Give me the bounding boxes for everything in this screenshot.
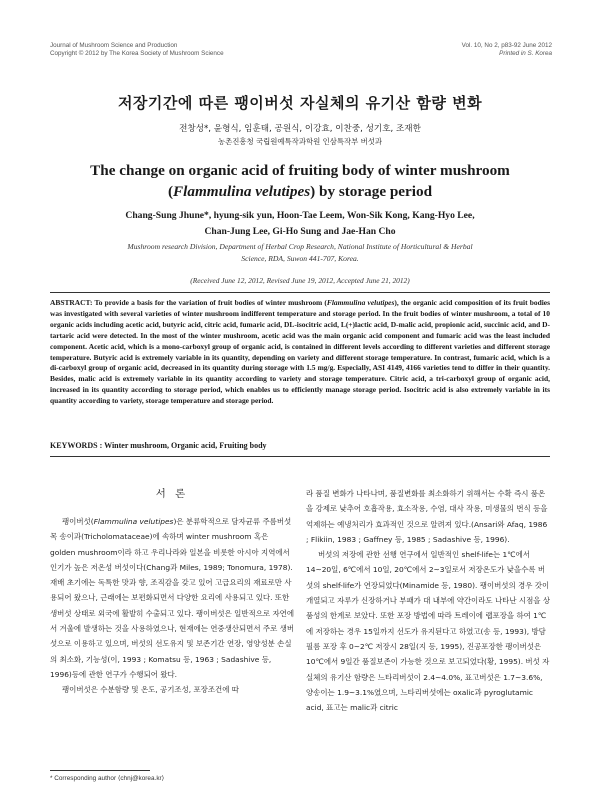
corresponding-author-footnote: * Corresponding author ⟨chnj@korea.kr⟩ — [50, 775, 165, 782]
printed-in: Printed in S. Korea — [499, 50, 552, 57]
korean-authors: 전창성*, 윤형식, 임훈태, 공원식, 이강효, 이찬중, 성기호, 조재한 — [179, 124, 421, 134]
section-heading: 서 론 — [155, 488, 189, 500]
species-name: Flammulina velutipes — [173, 183, 311, 200]
abstract-label: ABSTRACT: — [50, 298, 93, 307]
journal-header — [50, 42, 224, 58]
keywords: KEYWORDS : Winter mushroom, Organic acid, Fruiting body — [50, 441, 267, 450]
intro-species: Flammulina velutipes — [93, 517, 174, 526]
intro-paragraph-2: 팽이버섯은 수분함량 및 온도, 공기조성, 포장조건에 따 — [62, 685, 239, 695]
right-paragraph-1: 라 품질 변화가 나타나며, 품질변화를 최소화하기 위해서는 수확 즉시 품온을 강제로 낮추어 호흡작용, 효소작용, 수염, 대사 작용, 미생물의 번식 등을 억제하는 예냉처리가 효과적인 것으로 알려져 있다.(Ansari와 Afaq, 1986 ; Flikiin, 1983 ; Gaffney 등, 1985 ; Sadashive 등, 1996). — [306, 489, 548, 544]
right-column — [306, 486, 552, 715]
right-paragraph-2: 버섯의 저장에 관한 선행 연구에서 일반적인 shelf-life는 1℃에서 14~20일, 6℃에서 10일, 20℃에서 2~3일로서 저장온도가 낮을수록 버섯의 shelf-life가 연장되었다(Minamide 등, 1980). 팽이버섯의 경우 갓이 개열되고 자루가 신장하거나 부패가 대 내부에 약간이라도 나타난 시점을 상품성의 한계로 보았다. 또한 포장 방법에 따라 트레이에 랩포장을 하여 1℃에 저장하는 경우 15일까지 선도가 유지된다고 하였고(송 등, 1993), 방담필름 포장 후 0~2℃ 저장시 28일(지 등, 1995), 진공포장한 팽이버섯은 10℃에서 9일간 품질보존이 가능한 것으로 보고되었다(황, 1995). 버섯 자실체의 유기산 함량은 느타리버섯이 2.4~4.0%, 표고버섯은 1.7~3.6%, 양송이는 1.9~3.1%였으며, 느타리버섯에는 oxalic과 pyroglutamic acid, 표고는 malic과 citric — [306, 550, 551, 713]
copyright-line: Copyright © 2012 by The Korea Society of Mushroom Science — [50, 50, 224, 57]
intro-paragraph-1: 팽이버섯(Flammulina velutipes)은 분류학적으로 담자균류 주름버섯목 송이과(Tricholomataceae)에 속하며 winter mushroom 혹은 golden mushroom이라 하고 우리나라와 일본을 비롯한 아시아 지역에서 인기가 높은 저온성 버섯이다(Chang과 Miles, 1989; Tonomura, 1978). 재배 초기에는 독특한 맛과 향, 조직감을 갖고 있어 고급요리의 재료로만 사용되어 왔으나, 근래에는 보편화되면서 다양한 요리에 사용되고 있다. 또한 생버섯 상태로 외국에 활발히 수출되고 있다. 팽이버섯은 일반적으로 자연에서 겨울에 발생하는 것을 사용하였으나, 현재에는 연중생산되면서 주로 생버섯으로 이용하고 있으며, 버섯의 선도유지 및 보존기간 연장, 영양성분 손실의 최소화, 기능성(이, 1993 ; Komatsu 등, 1963 ; Sadashive 등, 1996)등에 관한 연구가 수행되어 왔다. — [50, 517, 295, 679]
abstract-top-rule — [50, 292, 550, 293]
volume-info: Vol. 10, No 2, p83-92 June 2012 — [461, 42, 552, 49]
english-affiliation — [0, 241, 600, 265]
english-title-line2: (Flammulina velutipes) by storage period — [167, 183, 433, 200]
english-title-line1: The change on organic acid of fruiting body of winter mushroom — [90, 162, 510, 179]
english-authors — [0, 208, 600, 240]
journal-name: Journal of Mushroom Science and Production — [50, 42, 178, 49]
english-title — [0, 160, 600, 202]
footnote-rule — [50, 770, 150, 771]
left-column — [50, 486, 294, 698]
korean-affiliation: 농촌진흥청 국립원예특작과학원 인삼특작부 버섯과 — [217, 137, 383, 146]
english-authors-line1: Chang-Sung Jhune*, hyung-sik yun, Hoon-Tae Leem, Won-Sik Kong, Kang-Hyo Lee, — [125, 210, 475, 221]
abstract: ABSTRACT: To provide a basis for the variation of fruit bodies of winter mushroom (Flammulina velutipes), the organic acid composition of its fruit bodies was investigated with several varieties of winter mushroom indifferent temperature and storage period. In the fruit bodies of winter mushroom, a total of 10 organic acids including acetic acid, butyric acid, citric acid, fumaric acid, DL-isocitric acid, L(+)lactic acid, D-malic acid, propionic acid, succinic acid, and D-tartaric acid were detected. In the most of the winter mushroom, acetic acid was the main organic acid component and fumaric acid was the least included component. Acetic acid, which is a mono-carboxyl group of organic acid, is contained in different levels according to different varieties and different storage temperature. Butyric acid is extremely variable in its quantity, depending on variety and different storage temperature. In contrast, fumaric acid, which is a di-carboxyl group of organic acid, decreased in its quantity during storage with 1.5 mg/g. Especially, ASI 4149, 4166 varieties tend to differ in their quantity. Besides, malic acid is extremely variable in its quantity according to variety and storage temperature. Citric acid, a tri-carboxyl group of organic acid, increased in its quantity according to storage period, which enables us to efficiently manage storage period. Isocitric acid is also extremely variable in its quantity according to variety, storage temperature and storage period. — [50, 298, 550, 406]
abstract-species: Flammulina velutipes — [326, 298, 395, 307]
received-dates: (Received June 12, 2012, Revised June 19, 2012, Accepted June 21, 2012) — [190, 276, 410, 285]
volume-header — [462, 42, 552, 58]
english-authors-line2: Chan-Jung Lee, Gi-Ho Sung and Jae-Han Cho — [204, 226, 396, 237]
english-affiliation-line2: Science, RDA, Suwon 441-707, Korea. — [241, 254, 359, 263]
keywords-bottom-rule — [50, 456, 550, 457]
korean-title: 저장기간에 따른 팽이버섯 자실체의 유기산 함량 변화 — [117, 94, 483, 112]
english-affiliation-line1: Mushroom research Division, Department of Herbal Crop Research, National Institute of Horticultural & Herbal — [127, 242, 473, 251]
